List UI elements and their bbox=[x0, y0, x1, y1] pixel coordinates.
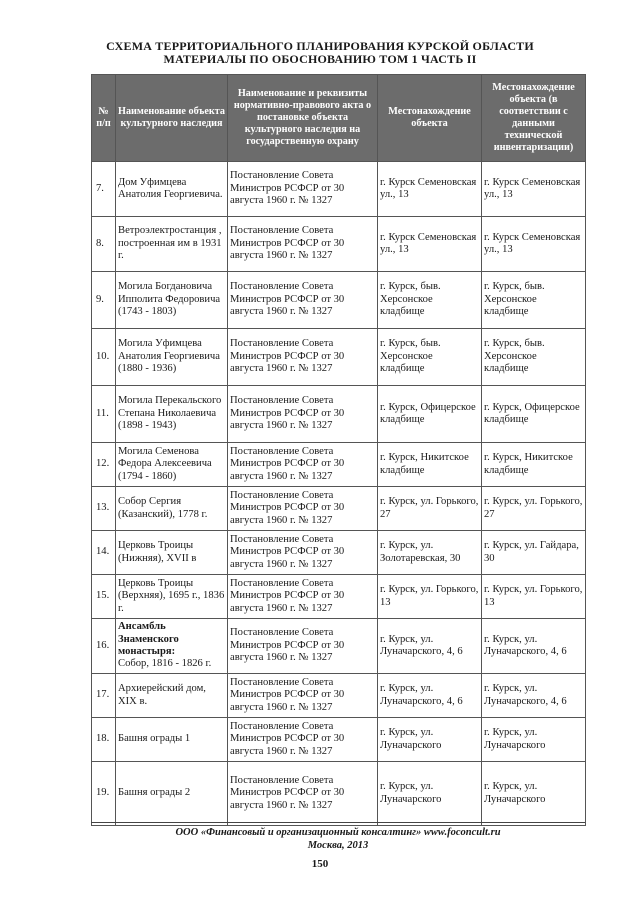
row-object-name-cell: Церковь Троицы (Верхняя), 1695 г., 1836 г. bbox=[116, 575, 228, 619]
heritage-objects-table bbox=[91, 74, 586, 826]
table-row bbox=[92, 762, 586, 826]
row-legal-act-cell: Постановление Совета Министров РСФСР от 30 августа 1960 г. № 1327 bbox=[228, 272, 378, 329]
row-location-cell: г. Курск, ул. Луначарского, 4, 6 bbox=[378, 619, 482, 674]
row-legal-act-cell: Постановление Совета Министров РСФСР от 30 августа 1960 г. № 1327 bbox=[228, 575, 378, 619]
row-num-cell: 9. bbox=[92, 272, 116, 329]
row-legal-act-cell: Постановление Совета Министров РСФСР от 30 августа 1960 г. № 1327 bbox=[228, 443, 378, 487]
row-location-cell: г. Курск, ул. Луначарского, 4, 6 bbox=[378, 674, 482, 718]
row-legal-act-cell: Постановление Совета Министров РСФСР от 30 августа 1960 г. № 1327 bbox=[228, 329, 378, 386]
table-row bbox=[92, 619, 586, 674]
page-number: 150 bbox=[311, 858, 329, 870]
table-row bbox=[92, 674, 586, 718]
document-subtitle: МАТЕРИАЛЫ ПО ОБОСНОВАНИЮ ТОМ 1 ЧАСТЬ II bbox=[163, 52, 477, 66]
table-row bbox=[92, 443, 586, 487]
row-location-cell: г. Курск, быв. Херсонское кладбище bbox=[378, 329, 482, 386]
table-row bbox=[92, 217, 586, 272]
row-location-cell: г. Курск Семеновская ул., 13 bbox=[378, 162, 482, 217]
table-row bbox=[92, 329, 586, 386]
row-location-cell: г. Курск, ул. Луначарского bbox=[378, 718, 482, 762]
row-location-cell: г. Курск, быв. Херсонское кладбище bbox=[378, 272, 482, 329]
header-legal-act: Наименование и реквизиты нормативно-правового акта о постановке объекта культурного наследия на государственную охрану bbox=[228, 75, 378, 162]
object-name: Собор, 1816 - 1826 г. bbox=[118, 658, 212, 670]
table-row bbox=[92, 272, 586, 329]
row-num-cell: 11. bbox=[92, 386, 116, 443]
row-object-name-cell: Архиерейский дом, XIX в. bbox=[116, 674, 228, 718]
row-location-inventory-cell: г. Курск, ул. Горького, 13 bbox=[482, 575, 586, 619]
page-header bbox=[0, 40, 640, 66]
header-num: № п/п bbox=[92, 75, 116, 162]
row-location-inventory-cell: г. Курск Семеновская ул., 13 bbox=[482, 217, 586, 272]
header-object-name: Наименование объекта культурного наследия bbox=[116, 75, 228, 162]
table-row bbox=[92, 162, 586, 217]
row-location-cell: г. Курск, ул. Золотаревская, 30 bbox=[378, 531, 482, 575]
row-location-cell: г. Курск, Никитское кладбище bbox=[378, 443, 482, 487]
row-legal-act-cell: Постановление Совета Министров РСФСР от 30 августа 1960 г. № 1327 bbox=[228, 217, 378, 272]
footer-city-year: Москва, 2013 bbox=[307, 840, 369, 851]
table-row bbox=[92, 718, 586, 762]
row-location-cell: г. Курск, Офицерское кладбище bbox=[378, 386, 482, 443]
row-legal-act-cell: Постановление Совета Министров РСФСР от 30 августа 1960 г. № 1327 bbox=[228, 718, 378, 762]
header-location-inventory: Местонахождение объекта (в соответствии с данными технической инвентаризации) bbox=[482, 75, 586, 162]
table-row bbox=[92, 487, 586, 531]
row-object-name-cell: Собор Сергия (Казанский), 1778 г. bbox=[116, 487, 228, 531]
row-object-name-cell: Дом Уфимцева Анатолия Георгиевича. bbox=[116, 162, 228, 217]
row-legal-act-cell: Постановление Совета Министров РСФСР от 30 августа 1960 г. № 1327 bbox=[228, 674, 378, 718]
row-location-inventory-cell: г. Курск, Никитское кладбище bbox=[482, 443, 586, 487]
page-footer bbox=[91, 822, 585, 852]
row-object-name-cell: Церковь Троицы (Нижняя), XVII в bbox=[116, 531, 228, 575]
object-ensemble-title: Ансамбль Знаменского монастыря: bbox=[118, 621, 179, 657]
row-location-inventory-cell: г. Курск, быв. Херсонское кладбище bbox=[482, 272, 586, 329]
row-num-cell: 14. bbox=[92, 531, 116, 575]
row-object-name-cell bbox=[116, 619, 228, 674]
row-num-cell: 19. bbox=[92, 762, 116, 826]
row-num-cell: 15. bbox=[92, 575, 116, 619]
row-object-name-cell: Могила Семенова Федора Алексеевича (1794 - 1860) bbox=[116, 443, 228, 487]
row-location-inventory-cell: г. Курск, быв. Херсонское кладбище bbox=[482, 329, 586, 386]
header-location: Местонахождение объекта bbox=[378, 75, 482, 162]
row-location-inventory-cell: г. Курск, ул. Луначарского bbox=[482, 762, 586, 826]
row-location-inventory-cell: г. Курск, ул. Луначарского bbox=[482, 718, 586, 762]
row-location-inventory-cell: г. Курск, ул. Горького, 27 bbox=[482, 487, 586, 531]
row-num-cell: 13. bbox=[92, 487, 116, 531]
row-legal-act-cell: Постановление Совета Министров РСФСР от 30 августа 1960 г. № 1327 bbox=[228, 487, 378, 531]
row-object-name-cell: Башня ограды 1 bbox=[116, 718, 228, 762]
table-row bbox=[92, 386, 586, 443]
row-location-cell: г. Курск, ул. Луначарского bbox=[378, 762, 482, 826]
row-num-cell: 12. bbox=[92, 443, 116, 487]
row-num-cell: 8. bbox=[92, 217, 116, 272]
row-object-name-cell: Ветроэлектростанция , построенная им в 1931 г. bbox=[116, 217, 228, 272]
row-location-inventory-cell: г. Курск Семеновская ул., 13 bbox=[482, 162, 586, 217]
row-object-name-cell: Могила Уфимцева Анатолия Георгиевича (1880 - 1936) bbox=[116, 329, 228, 386]
table-header-row bbox=[92, 75, 586, 162]
row-legal-act-cell: Постановление Совета Министров РСФСР от 30 августа 1960 г. № 1327 bbox=[228, 762, 378, 826]
row-legal-act-cell: Постановление Совета Министров РСФСР от 30 августа 1960 г. № 1327 bbox=[228, 162, 378, 217]
footer-company: ООО «Финансовый и организационный консалтинг» www.foconcult.ru bbox=[175, 827, 501, 838]
row-object-name-cell: Могила Богдановича Ипполита Федоровича (1743 - 1803) bbox=[116, 272, 228, 329]
row-location-inventory-cell: г. Курск, Офицерское кладбище bbox=[482, 386, 586, 443]
row-num-cell: 16. bbox=[92, 619, 116, 674]
row-legal-act-cell: Постановление Совета Министров РСФСР от 30 августа 1960 г. № 1327 bbox=[228, 619, 378, 674]
row-num-cell: 17. bbox=[92, 674, 116, 718]
row-location-cell: г. Курск, ул. Горького, 27 bbox=[378, 487, 482, 531]
row-location-inventory-cell: г. Курск, ул. Луначарского, 4, 6 bbox=[482, 674, 586, 718]
row-num-cell: 10. bbox=[92, 329, 116, 386]
row-num-cell: 18. bbox=[92, 718, 116, 762]
document-title: СХЕМА ТЕРРИТОРИАЛЬНОГО ПЛАНИРОВАНИЯ КУРСКОЙ ОБЛАСТИ bbox=[106, 39, 534, 53]
row-location-cell: г. Курск Семеновская ул., 13 bbox=[378, 217, 482, 272]
row-object-name-cell: Башня ограды 2 bbox=[116, 762, 228, 826]
table-row bbox=[92, 575, 586, 619]
row-location-inventory-cell: г. Курск, ул. Луначарского, 4, 6 bbox=[482, 619, 586, 674]
table-body bbox=[92, 162, 586, 826]
table-row bbox=[92, 531, 586, 575]
row-legal-act-cell: Постановление Совета Министров РСФСР от 30 августа 1960 г. № 1327 bbox=[228, 386, 378, 443]
row-location-cell: г. Курск, ул. Горького, 13 bbox=[378, 575, 482, 619]
row-num-cell: 7. bbox=[92, 162, 116, 217]
row-location-inventory-cell: г. Курск, ул. Гайдара, 30 bbox=[482, 531, 586, 575]
row-legal-act-cell: Постановление Совета Министров РСФСР от 30 августа 1960 г. № 1327 bbox=[228, 531, 378, 575]
row-object-name-cell: Могила Перекальского Степана Николаевича (1898 - 1943) bbox=[116, 386, 228, 443]
